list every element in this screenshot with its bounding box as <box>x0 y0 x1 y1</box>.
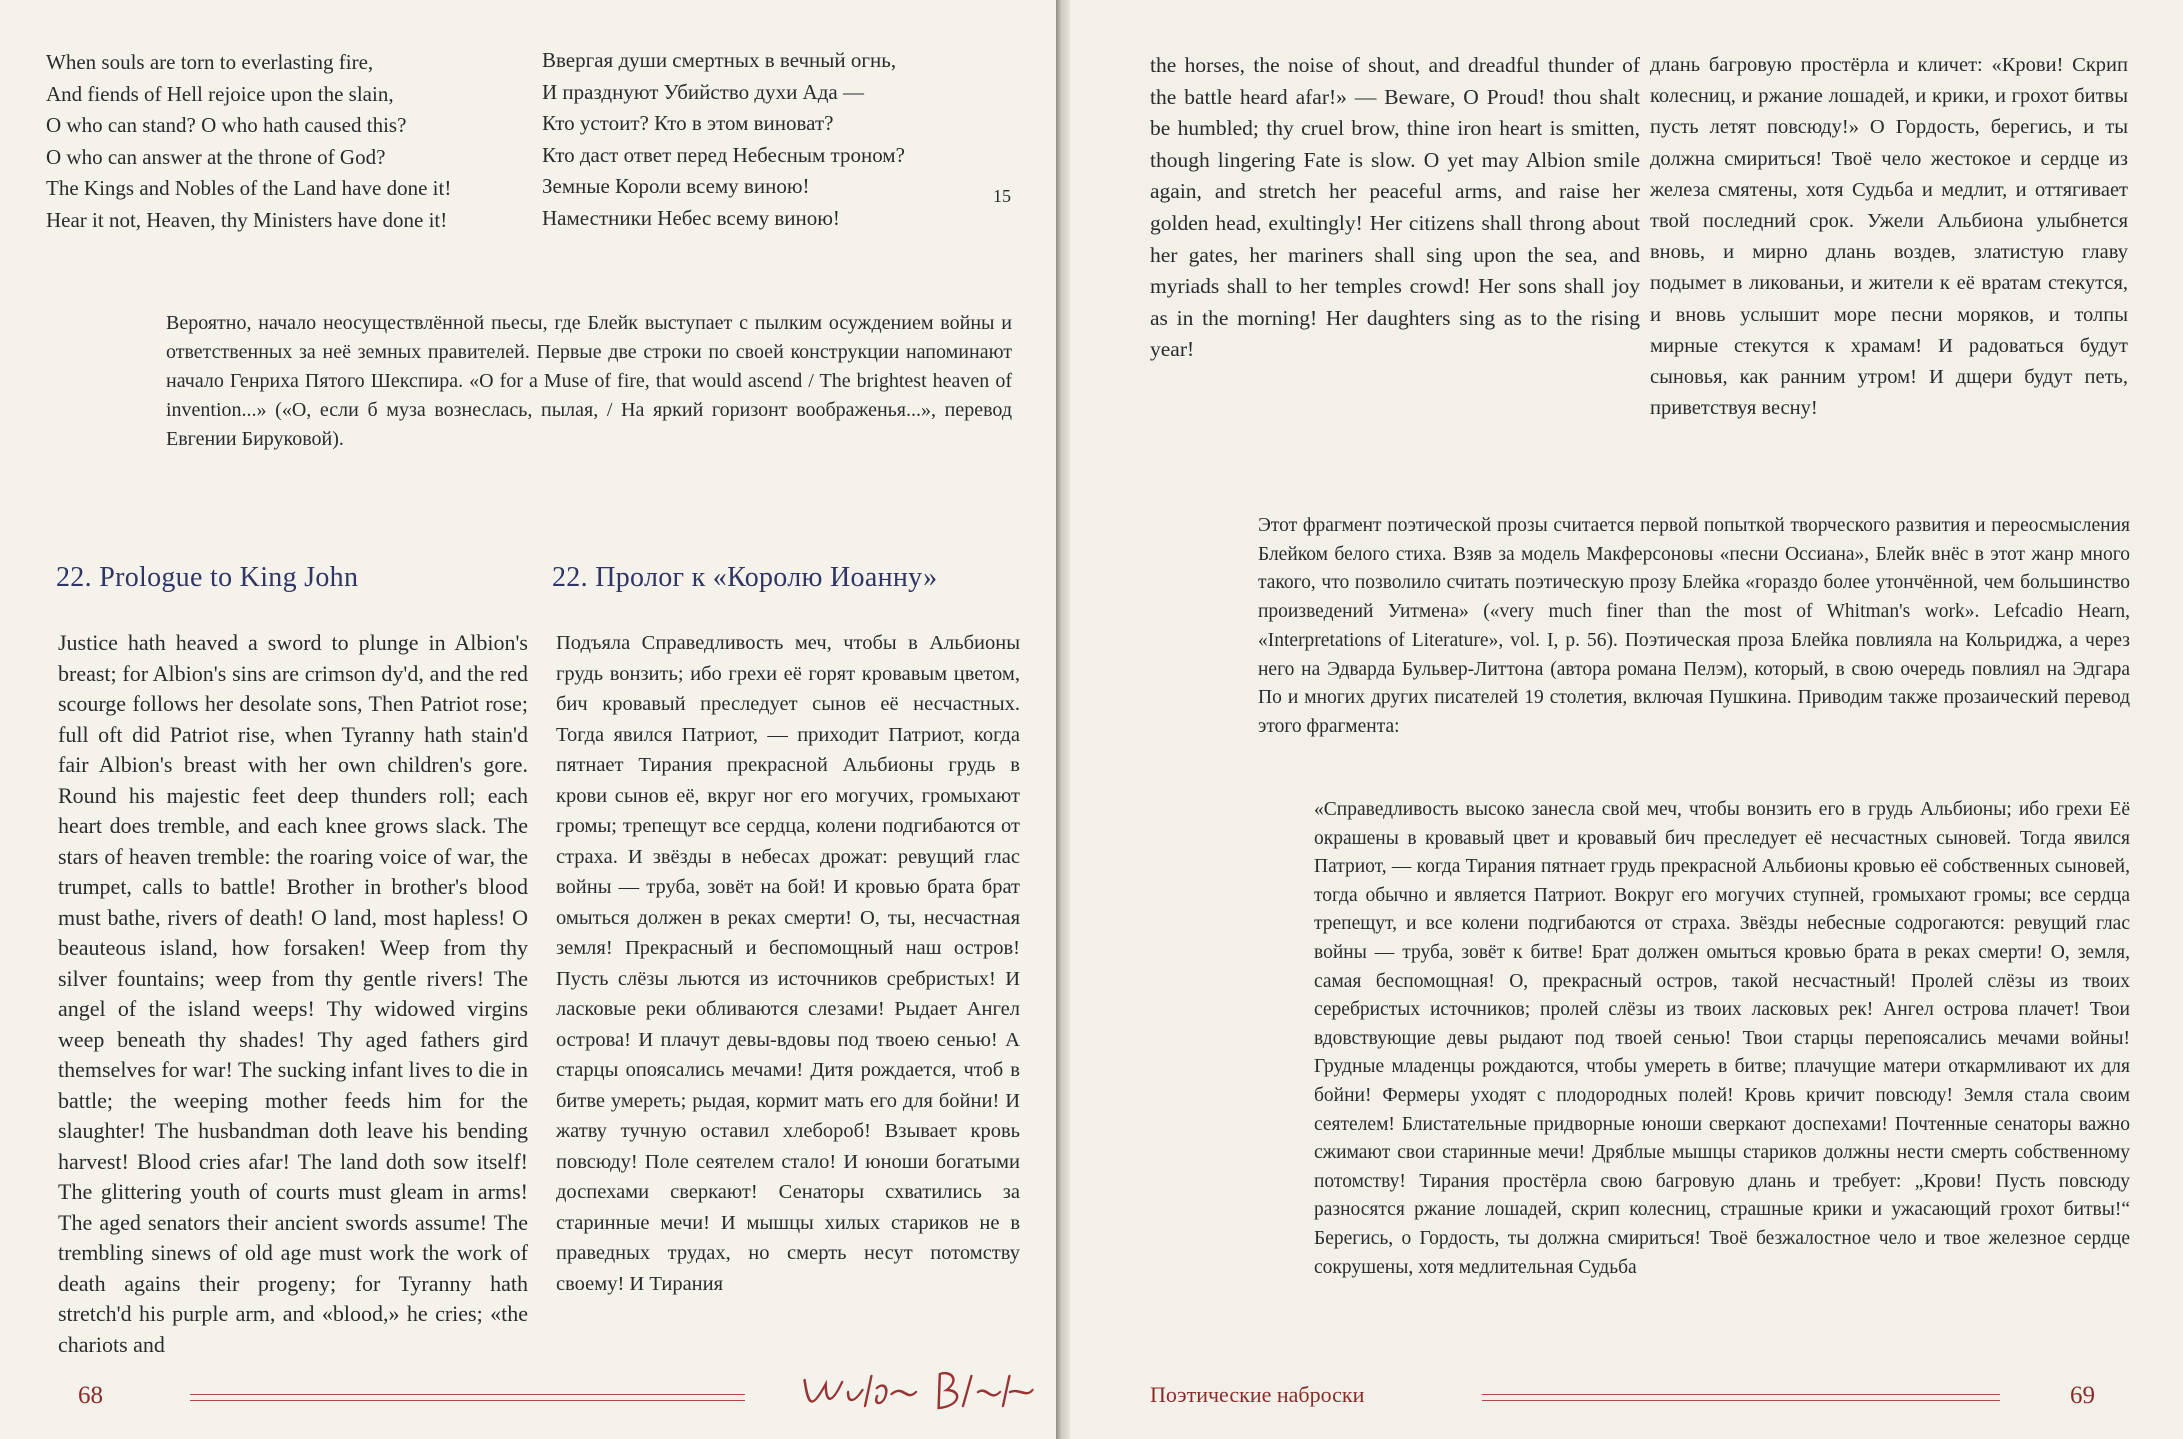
verse-line: Земные Короли всему виною! <box>542 174 810 199</box>
footer-rule <box>190 1394 745 1401</box>
signature-mark <box>790 1362 1043 1422</box>
verse-line: The Kings and Nobles of the Land have done it! <box>46 176 452 201</box>
page-number: 69 <box>2070 1382 2095 1409</box>
verse-line: O who can answer at the throne of God? <box>46 144 386 169</box>
verse-line: O who can stand? O who hath caused this? <box>46 113 407 138</box>
verse-line: Hear it not, Heaven, thy Ministers have done it! <box>46 207 448 232</box>
verse-line: Ввергая души смертных в вечный огнь, <box>542 48 897 72</box>
verse-en <box>46 47 516 237</box>
footer-rule <box>1482 1394 2000 1401</box>
verse-line: И празднуют Убийство духи Ада — <box>542 79 864 104</box>
verse-line: Наместники Небес всему виною! <box>542 205 840 230</box>
book-gutter <box>1056 0 1070 1439</box>
prose-en-continued: the horses, the noise of shout, and dreadful thunder of the battle heard afar!» — Beware, O Proud! thou shalt be humbled; thy cruel brow, thine iron heart is smitten, though lingering Fate is slow. O yet may Albion smile again, and stretch her peaceful arms, and raise her golden head, exultingly! Her citizens shall throng about her gates, her mariners shall sing upon the sea, and myriads shall to her temples crowd! Her sons shall joy as in the morning! Her daughters sing as to the rising year! <box>1150 53 1640 362</box>
commentary: Этот фрагмент поэтической прозы считается первой попыткой творческого развития и переосмысления Блейком белого стиха. Взяв за модель Макферсоновы «песни Оссиана», Блейк внёс в этот жанр много такого, что позволило считать поэтическую прозу Блейка «гораздо более утончённой, чем большинство произведений Уитмена» («very much finer than the most of Whitman's work». Lefcadio Hearn, «Interpretations of Literature», vol. I, p. 56). Поэтическая проза Блейка повлияла на Кольриджа, а через него на Эдварда Бульвер-Литтона (автора романа Пелэм), который, в свою очередь повлиял на Эдгара По и многих других писателей 19 столетия, включая Пушкина. Приводим также прозаический перевод этого фрагмента: <box>1258 515 2130 737</box>
prose-ru: Подъяла Справедливость меч, чтобы в Альбионы грудь вонзить; ибо грехи её горят кровавым цветом, бич кровавый преследует сынов её несчастных. Тогда явился Патриот, — приходит Патриот, когда пятнает Тирания прекрасной Альбионы грудь в крови сынов её, вкруг ног его могучих, громыхают громы; трепещут все сердца, колени подгибаются от страха. И звёзды в небесах дрожат: ревущий глас войны — труба, зовёт на бой! И кровью брата брат омыться должен в реках смерти! О, ты, несчастная земля! Прекрасный и беспомощный наш остров! Пусть слёзы льются из источников сребристых! И ласковые реки обливаются слезами! Рыдает Ангел острова! И плачут девы-вдовы под твоею сенью! А старцы опоясались мечами! Дитя рождается, чтоб в битве умереть; рыдая, кормит мать его для бойни! И жатву тучную оставил хлебороб! Взывает кровь повсюду! Поле сеятелем стало! И юноши богатыми доспехами сверкают! Сенаторы схватились за старинные мечи! И мышцы хилых стариков не в праведных трудах, но смерть несут потомству своему! И Тирания <box>556 632 1020 1295</box>
running-title: Поэтические наброски <box>1150 1382 1365 1407</box>
heading-ru: 22. Пролог к «Королю Иоанну» <box>552 562 938 593</box>
verse-line: Кто даст ответ перед Небесным троном? <box>542 142 905 167</box>
left-page <box>0 0 1056 1439</box>
heading-en: 22. Prologue to King John <box>56 562 359 593</box>
page-number: 68 <box>78 1382 103 1409</box>
footnote: Вероятно, начало неосуществлённой пьесы, где Блейк выступает с пылким осуждением войны и ответственных за неё земных правителей. Первые две строки по своей конструкции напоминают начало Генриха Пятого Шекспира. «O for a Muse of fire, that would ascend / The brightest heaven of invention...» («О, если б муза вознеслась, пылая, / На яркий горизонт воображенья...», перевод Евгении Бируковой). <box>166 312 1012 450</box>
verse-line: When souls are torn to everlasting fire, <box>46 50 374 74</box>
verse-line: Кто устоит? Кто в этом виноват? <box>542 111 834 136</box>
author-signature <box>790 1362 1043 1422</box>
prose-ru-continued: длань багровую простёрла и кличет: «Крови! Скрип колесниц, и ржание лошадей, и крики, и грохот битвы пусть летят повсюду!» О Гордость, берегись, и ты должна смириться! Твоё чело жестокое и сердце из железа смятены, хотя Судьба и медлит, и оттягивает твой последний срок. Ужели Альбиона улыбнется вновь, и мирно длань воздев, златистую главу подымет в ликованьи, и жители к её вратам стекутся, и вновь услышит море песни моряков, и толпы мирные стекутся к храмам! И радоваться будут сыновья, как ранним утром! И дщери будут петь, приветствуя весну! <box>1650 54 2128 420</box>
prose-en: Justice hath heaved a sword to plunge in Albion's breast; for Albion's sins are crimson dy'd, and the red scourge follows her desolate sons, Then Patriot rose; full oft did Patriot rise, when Tyranny hath stain'd fair Albion's breast with her own children's gore. Round his majestic feet deep thunders roll; each heart does tremble, and each knee grows slack. The stars of heaven tremble: the roaring voice of war, the trumpet, calls to battle! Brother in brother's blood must bathe, rivers of death! O land, most hapless! O beauteous island, how forsaken! Weep from thy silver fountains; weep from thy gentle rivers! The angel of the island weeps! Thy widowed virgins weep beneath thy shades! Thy aged fathers gird themselves for war! The sucking infant lives to die in battle; the weeping mother feeds him for the slaughter! The husbandman doth leave his bending harvest! Blood cries afar! The land doth sow itself! The glittering youth of courts must gleam in arms! The aged senators their ancient swords assume! The trembling sinews of old age must work the work of death agains their progeny; for Tyranny hath stretch'd his purple arm, and «blood,» he cries; «the chariots and <box>58 630 528 1357</box>
prose-translation-quote: «Справедливость высоко занесла свой меч, чтобы вонзить его в грудь Альбионы; ибо грехи Её окрашены в кровавый цвет и кровавый бич преследует её несчастных сыновей. Тогда явился Патриот, — когда Тирания пятнает грудь прекрасной Альбионы кровью её собственных сыновей, тогда обычно и является Патриот. Вокруг его могучих ступней, громыхают громы; все сердца трепещут, и все колени подгибаются от страха. Звёзды небесные содрогаются: ревущий глас войны — труба, зовёт к битве! Брат должен омыться кровью брата в реках смерти! О, земля, самая беспомощная! О, прекрасный остров, такой несчастный! Пролей слёзы из твоих серебристых источников; пролей слёзы из твоих ласковых рек! Ангел острова плачет! Твои вдовствующие девы рыдают под твоей сенью! Твои старцы перепоясались мечами войны! Грудные младенцы рождаются, чтобы умереть в битве; плачущие матери откармливают их для бойни! Фермеры уходят с плодородных полей! Кровь кричит повсюду! Земля стала своим сеятелем! Блистательные придворные юноши сверкают доспехами! Почтенные сенаторы важно сжимают свои старинные мечи! Дряблые мышцы стариков должны нести смерть собственному потомству! Тирания простёрла свою багровую длань и требует: „Крови! Пусть повсюду разносятся ржание лошадей, скрип колесниц, страшные крики и ужасающий грохот битвы!“ Берегись, о Гордость, ты должна смириться! Твоё безжалостное чело и твое железное сердце сокрушены, хотя медлительная Судьба <box>1314 799 2130 1278</box>
verse-ru <box>542 45 982 235</box>
line-number: 15 <box>993 186 1011 206</box>
verse-line: And fiends of Hell rejoice upon the slain, <box>46 81 394 106</box>
right-page <box>1070 0 2183 1439</box>
